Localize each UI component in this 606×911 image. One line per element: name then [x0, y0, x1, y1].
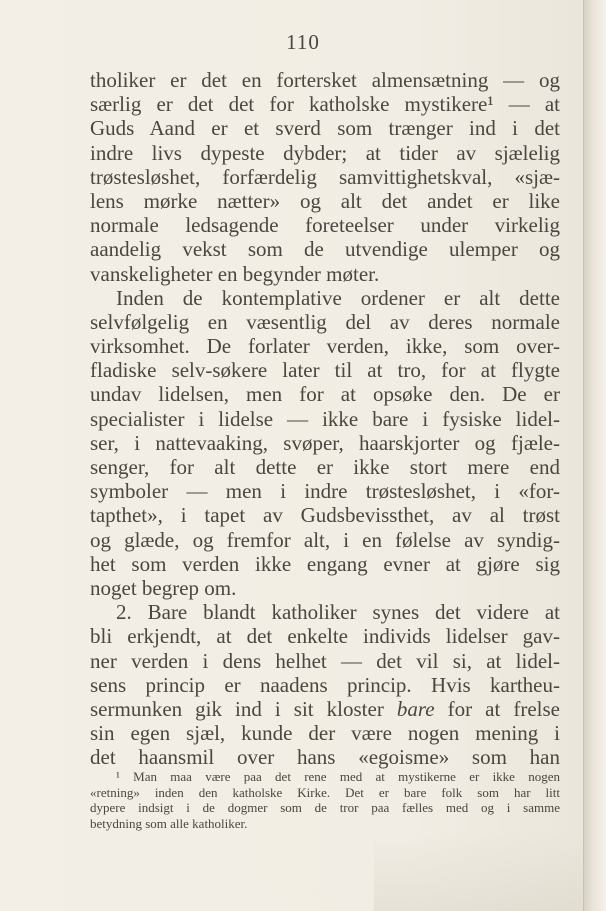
- page-edge: [583, 0, 606, 911]
- text-line: det haansmil over hans «egoisme» som han: [90, 745, 560, 770]
- text-line: 2. Bare blandt katholiker synes det videre at: [116, 600, 560, 625]
- text-line: trøstesløshet, forfærdelig samvittighetskval, «sjæ-: [90, 164, 560, 189]
- text-line: Guds Aand er et sverd som trænger ind i det: [90, 116, 560, 141]
- text-line: sens princip er naadens princip. Hvis kartheu-: [90, 672, 560, 697]
- text-line: symboler — men i indre trøstesløshet, i «for-: [90, 479, 560, 504]
- main-text: [90, 68, 560, 769]
- text-line: fladiske selv-søkere later til at tro, for at flygte: [90, 358, 560, 383]
- footnote-line: betydning som alle katholiker.: [90, 815, 248, 831]
- text-line: sin egen sjæl, kunde der være nogen mening i: [90, 721, 560, 746]
- text-line: særlig er det det for katholske mystikere¹ — at: [90, 92, 560, 117]
- text-line: bli erkjendt, at det enkelte individs lidelser gav-: [90, 624, 560, 649]
- text-line: indre livs dypeste dybder; at tider av sjælelig: [90, 140, 560, 165]
- footnote-line: ¹ Man maa være paa det rene med at mystikerne er ikke nogen: [116, 769, 560, 784]
- page-number: 110: [286, 30, 320, 54]
- text-line: ser, i nattevaaking, svøper, haarskjorter og fjæle-: [90, 430, 560, 455]
- footnote-line: «retning» inden den katholske Kirke. Det er bare folk som har litt: [90, 784, 560, 800]
- text-line: selvfølgelig en væsentlig del av deres normale: [90, 309, 560, 334]
- emphasis: bare: [396, 696, 435, 721]
- text-line: senger, for alt dette er ikke stort mere end: [90, 455, 560, 479]
- text-line: aandelig vekst som de utvendige ulemper og: [90, 237, 560, 262]
- text-line: virksomhet. De forlater verden, ikke, som over-: [90, 334, 560, 359]
- page-corner-shadow: [374, 831, 584, 911]
- text-line: tholiker er det en fortersket almensætning — og: [90, 68, 560, 92]
- text-line: undav lidelsen, men for at opsøke den. De er: [90, 382, 560, 407]
- text-line: og glæde, og fremfor alt, i en følelse av syndig-: [90, 527, 560, 552]
- text-line: sermunken gik ind i sit kloster bare for at frelse: [90, 696, 560, 721]
- footnote: [90, 769, 560, 831]
- text-line: lens mørke nætter» og alt det andet er like: [90, 188, 560, 213]
- text-line: vanskeligheter en begynder møter.: [90, 261, 380, 286]
- text-line: noget begrep om.: [90, 575, 237, 600]
- footnote-line: dypere indsigt i de dogmer som de tror paa fælles med og i samme: [90, 800, 560, 815]
- text-line: ner verden i dens helhet — det vil si, at lidel-: [90, 648, 560, 673]
- text-line: Inden de kontemplative ordener er alt dette: [116, 285, 560, 310]
- text-line: specialister i lidelse — ikke bare i fysiske lidel-: [90, 406, 560, 431]
- text-line: tapthet», i tapet av Gudsbevissthet, av al trøst: [90, 503, 560, 528]
- text-line: het som verden ikke engang evner at gjøre sig: [90, 551, 560, 576]
- text-line: normale ledsagende foreteelser under virkelig: [90, 213, 560, 238]
